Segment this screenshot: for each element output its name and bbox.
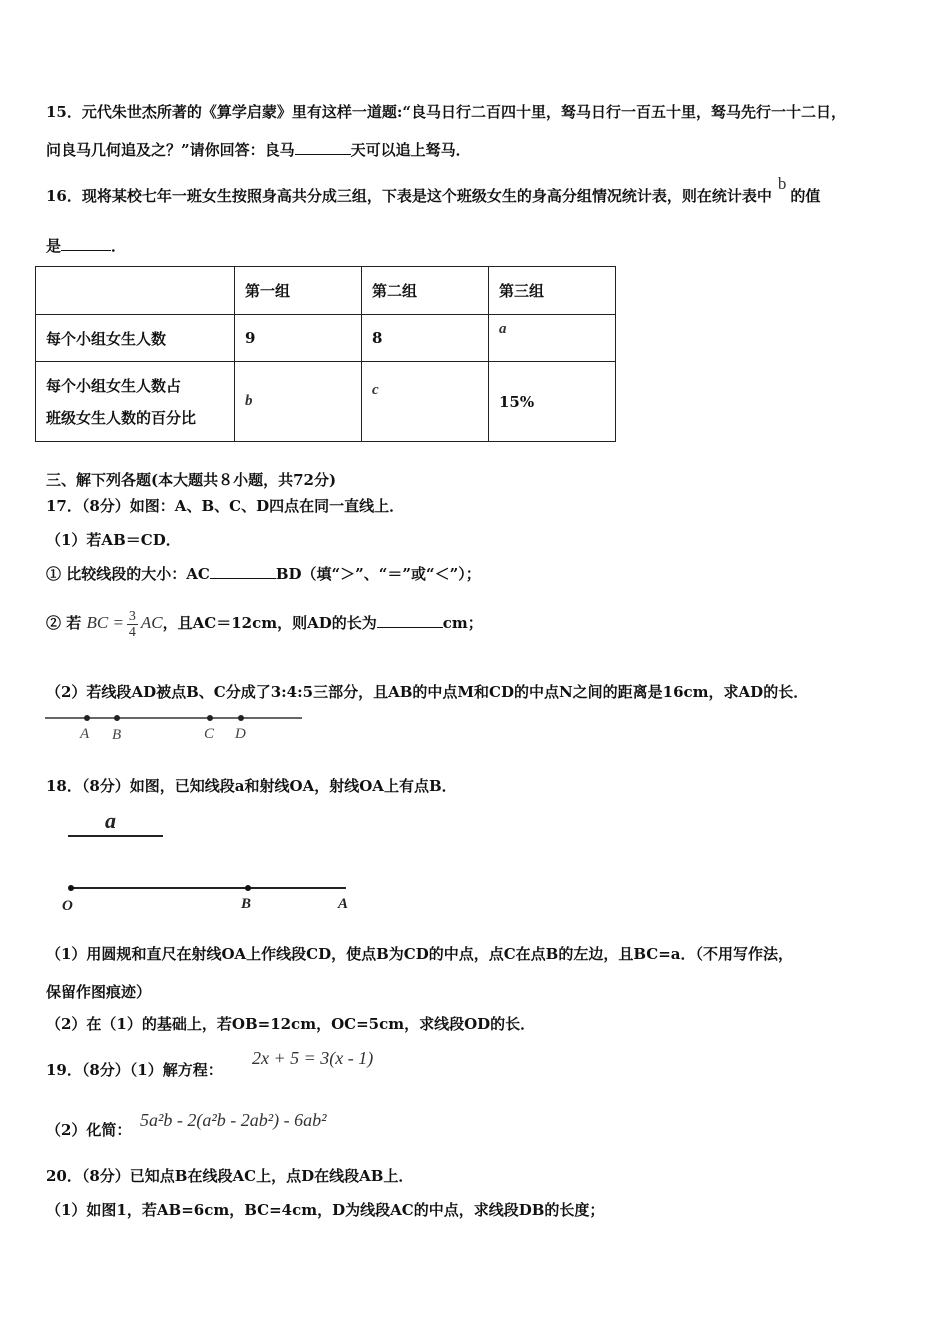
table-row: [36, 315, 616, 362]
table-cell: 9: [235, 315, 362, 362]
q18-title: 18．（8分）如图，已知线段a和射线OA，射线OA上有点B．: [46, 777, 457, 795]
q17-title: 17．（8分）如图：A、B、C、D四点在同一直线上．: [46, 497, 405, 515]
label-c: C: [204, 726, 215, 742]
point-c: [207, 715, 213, 721]
q20-part1: （1）如图1，若AB=6cm，BC=4cm，D为线段AC的中点，求线段DB的长度；: [46, 1201, 605, 1219]
q17-part1b-text-mid: ，且AC＝12cm，则AD的长为: [162, 614, 377, 632]
q16-line2-end: ．: [111, 237, 127, 255]
label-d: D: [235, 726, 246, 742]
q16-line2-text: 是: [46, 237, 62, 255]
height-group-table: [35, 266, 616, 442]
q16-text: 16．现将某校七年一班女生按照身高共分成三组，下表是这个班级女生的身高分组情况统计表，则在统计表中: [46, 187, 772, 205]
q18-figure: [55, 806, 365, 916]
q15-text-b: 天可以追上驽马．: [350, 141, 471, 159]
fraction-ac: AC: [140, 613, 163, 632]
table-cell: b: [235, 362, 362, 442]
table-header-cell: 第二组: [362, 267, 489, 315]
fraction-three-quarters: [127, 609, 138, 640]
table-row-label-line: 每个小组女生人数占: [46, 376, 182, 395]
q15-line1: 15．元代朱世杰所著的《算学启蒙》里有这样一道题:“良马日行二百四十里，驽马日行一百五十里，驽马先行一十二日，: [46, 103, 847, 121]
table-header-cell: 第一组: [235, 267, 362, 315]
label-o: O: [62, 898, 73, 914]
q15-line2: [46, 140, 471, 160]
point-a: [84, 715, 90, 721]
segment-a-label: a: [105, 808, 116, 833]
expression-2: 5a²b - 2(a²b - 2ab²) - 6ab²: [140, 1110, 327, 1130]
q16-answer-blank: [61, 236, 111, 251]
table-header-cell: [36, 267, 235, 315]
q17-part1a: [46, 564, 481, 584]
q19-part2: [46, 1120, 131, 1140]
q17-part1a-text-end: BD（填“＞”、“＝”或“＜”）；: [275, 565, 481, 583]
table-cell: c: [362, 362, 489, 442]
point-d: [238, 715, 244, 721]
q19-part2-text: （2）化简：: [46, 1121, 132, 1139]
q15-text-a: 问良马几何追及之？”请你回答：良马: [46, 141, 295, 159]
table-header-cell: 第三组: [489, 267, 616, 315]
table-row-label: 每个小组女生人数: [36, 315, 235, 362]
q18-part1-line1: （1）用圆规和直尺在射线OA上作线段CD，使点B为CD的中点，点C在点B的左边，且BC=a．（不用写作法，: [46, 945, 794, 963]
q15-answer-blank: [295, 140, 351, 155]
table-header-row: [36, 267, 616, 315]
table-row-label: [36, 362, 235, 442]
q20-title: 20．（8分）已知点B在线段AC上，点D在线段AB上．: [46, 1167, 414, 1185]
table-row-label-line: 班级女生人数的百分比: [46, 408, 197, 427]
point-b: [114, 715, 120, 721]
table-cell: a: [489, 315, 616, 362]
q17-part2: （2）若线段AD被点B、C分成了3:4:5三部分，且AB的中点M和CD的中点N之间的距离是16cm，求AD的长．: [46, 683, 809, 701]
label-b: B: [241, 896, 252, 912]
q16-text-end: 的值: [790, 187, 821, 205]
q17-part1b: [46, 604, 483, 642]
label-a: A: [338, 896, 349, 912]
fraction-numerator: 3: [128, 608, 136, 624]
q16-line1: [46, 174, 821, 206]
label-b: B: [112, 727, 122, 743]
q17-part1: （1）若AB＝CD．: [46, 531, 181, 549]
table-cell: 8: [362, 315, 489, 362]
section3-heading: 三、解下列各题(本大题共８小题，共72分): [46, 471, 337, 489]
q17-line-figure: [40, 706, 310, 746]
fraction-bc: BC =: [86, 613, 124, 632]
point-o: [68, 885, 74, 891]
table-cell: 15%: [489, 362, 616, 442]
q17-part1a-blank: [210, 564, 276, 579]
q17-part1a-text: ① 比较线段的大小：AC: [46, 565, 210, 583]
point-b: [245, 885, 251, 891]
q19-part1-text: 19．（8分）（1）解方程：: [46, 1061, 223, 1079]
q16-line2: [46, 236, 126, 256]
q17-part1b-text-end: cm；: [442, 614, 483, 632]
fraction-denominator: 4: [128, 624, 136, 640]
q17-part1b-blank: [377, 613, 443, 628]
equation-1: 2x + 5 = 3(x - 1): [252, 1048, 374, 1068]
q18-part2: （2）在（1）的基础上，若OB=12cm，OC=5cm，求线段OD的长．: [46, 1015, 536, 1033]
q19-part1: [46, 1060, 223, 1080]
q16-var-b: b: [777, 174, 787, 193]
q18-part1-line2: 保留作图痕迹）: [46, 983, 152, 1001]
table-row: [36, 362, 616, 442]
label-a: A: [80, 726, 90, 742]
q17-part1b-text: ② 若: [46, 614, 82, 632]
